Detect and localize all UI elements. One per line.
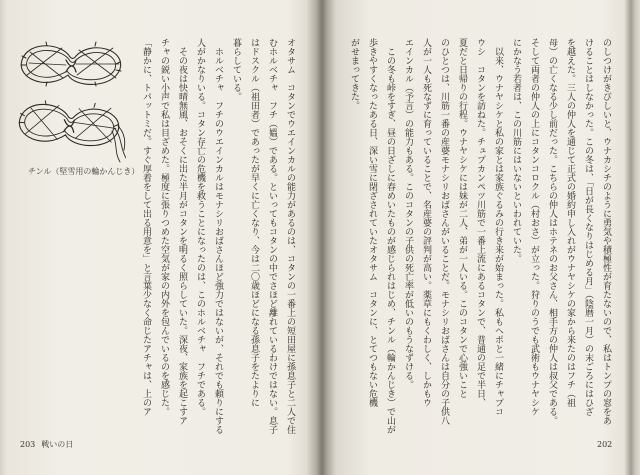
- text-column: ホルベチャ フチのウエインカルはモナシリおばさんほど強力ではないが、それでも頼りにする: [213, 38, 223, 434]
- text-column: オタサム コタンでウエインカルの能力があるのは、コタンの一番上の短田屋に孫息子と二人で住: [285, 38, 295, 434]
- text-column: 母）の亡くなる少し前だった。こちらの仲人はホテネのお父さん、相手方の仲人は叔父である。: [547, 38, 557, 425]
- left-page-body-text: [137, 38, 299, 434]
- snowshoe-bottom: [18, 99, 120, 147]
- text-column: にかなう若者は、この川筋にはいないといわれていた。: [511, 38, 521, 263]
- page-number-right: 202: [597, 440, 613, 449]
- text-column: 人がかなりいる。コタン存亡の危機を救うことになったのは、このホルベチャ フチである。: [195, 38, 205, 416]
- text-column: を越えた。三人の仲人を通じて正式の婚約申し入れがウナヤシケの家から来たのはフチ（祖: [565, 38, 575, 407]
- text-column: その夜は快晴無風、おそくに出た半月がコタンを明るく照らしていた。深夜、家族を起こすア: [177, 38, 187, 425]
- text-column: 歩きやすくなったある日、深い雪に閉ざされていたオタサム コタンに、とてつもない危機: [367, 38, 377, 407]
- text-column: 「静かに、トパットミだ。すぐ厚着をして出る用意を」と言葉少なく命じたアチャは、上のア: [141, 38, 151, 416]
- text-column: ウシ コタンを訪ねた。チュプカンペツ川筋で一番上流にあるコタンで、普通の足で半日、: [475, 38, 485, 407]
- right-page-footer: [597, 440, 612, 450]
- text-column: のしつけがきびしいと、ウナカシチのように勇気や積極性が育たないので、私はトンプの窓をあ: [601, 38, 611, 425]
- text-column: 暮らしている。: [231, 38, 241, 101]
- text-column: 以来、ウナヤシケと私の家とは家族ぐるみの行き来が始まった。私もヘポと一緒にチャプコ: [493, 38, 503, 416]
- text-column: チャの鋭い小声で私は目ざめた。極度に張りつめた空気が家の内外を包んでいるのを感じた。: [159, 38, 169, 416]
- text-column: のひとつは、川筋一番の産婆モナシリおばさんがいることだ。モナシリおばさんは自分の子供八: [439, 38, 449, 425]
- text-column: むホルベチャ フチ（媼）である。といってもコタンの中でさほど離れているわけではない。息子: [267, 38, 277, 434]
- snowshoe-top: [21, 42, 121, 86]
- page-number-left: 203: [20, 440, 36, 449]
- text-column: そして両者の仲人の上にコタンコロクル（村おさ）が立った。狩りのうでも武術もウナヤシケ: [529, 38, 539, 416]
- right-page-body-text: [345, 38, 615, 434]
- running-title: 戦いの日: [41, 440, 74, 449]
- cord: [112, 126, 126, 162]
- text-column: この冬も峠をすぎ、昼の日ざしに春めいたものが感じられはじめ、チンル（輪かんじき）で山が: [385, 38, 395, 434]
- text-column: けることはしなかった。この冬は、「日が長くなりはじめる月」（陰暦一月）の末ごろにはひざ: [583, 38, 593, 416]
- text-column: がせまってきた。: [349, 38, 359, 110]
- text-column: 夏だと日帰りの行程。ウナヤシケには妹が二人、弟が一人いる。このコタンで心強いこと: [457, 38, 467, 398]
- left-page-footer: [20, 440, 73, 450]
- text-column: エインカル（予言）の能力もある。このコタンの子供の死亡率が低いのもうなずける。: [403, 38, 413, 389]
- text-column: はドスクル（祖田者）であったが早くに亡くなり、今は二〇歳ほどになる孫息子をたよりに: [249, 38, 259, 407]
- illustration-caption: チンル（堅雪用の輪かんじき）: [28, 167, 140, 176]
- text-column: 人が一人も死なずに育っていることで、名産婆の評判が高い。薬草にもくわしく、しかもウ: [421, 38, 431, 407]
- chinru-snowshoes-illustration: [14, 36, 126, 166]
